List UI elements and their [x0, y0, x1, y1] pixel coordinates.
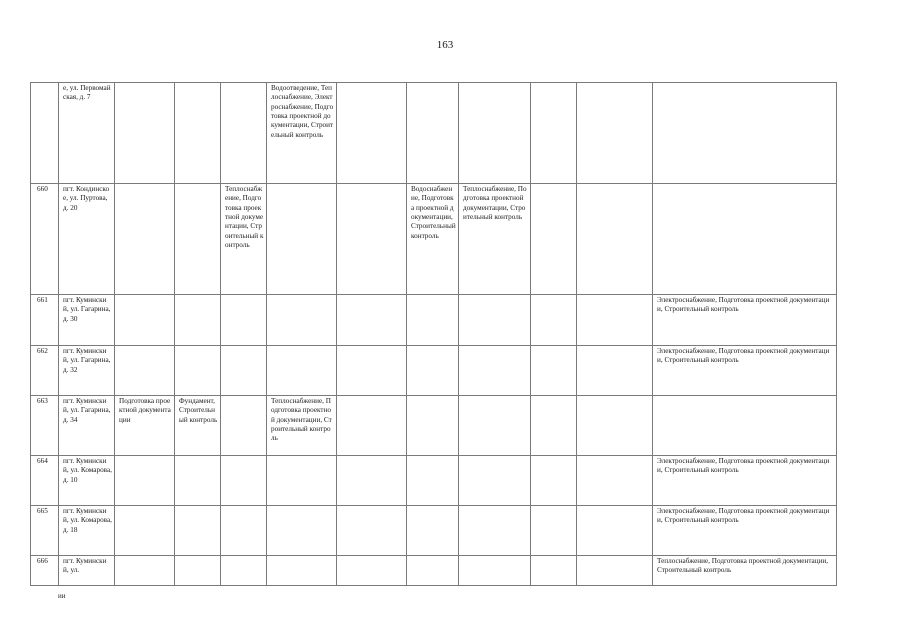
- work-cell: [115, 456, 175, 506]
- work-cell: [337, 295, 407, 346]
- work-cell: [175, 456, 221, 506]
- work-cell: [267, 556, 337, 586]
- work-cell: Водоснабжение, Подготовка проектной документации, Строительный контроль: [407, 184, 459, 295]
- address-cell: пгт. Куминский, ул.: [59, 556, 115, 586]
- table-row: [31, 456, 837, 506]
- work-cell: [175, 295, 221, 346]
- work-cell: [267, 506, 337, 556]
- work-cell: [577, 456, 653, 506]
- work-cell: [337, 506, 407, 556]
- table-row: [31, 184, 837, 295]
- work-cell: [531, 184, 577, 295]
- work-cell: [459, 83, 531, 184]
- work-cell: [337, 556, 407, 586]
- work-cell: [459, 506, 531, 556]
- work-cell: [577, 83, 653, 184]
- work-cell: [531, 456, 577, 506]
- work-cell: [115, 184, 175, 295]
- work-cell: [221, 83, 267, 184]
- work-cell: Теплоснабжение, Подготовка проектной документации, Строительный контроль: [267, 396, 337, 456]
- work-cell: [221, 346, 267, 396]
- work-cell: [531, 556, 577, 586]
- work-cell: [577, 556, 653, 586]
- work-cell: Водоотведение, Теплоснабжение, Электроснабжение, Подготовка проектной документации, Строительный контроль: [267, 83, 337, 184]
- work-cell: [407, 556, 459, 586]
- work-cell: [459, 456, 531, 506]
- work-cell: [337, 346, 407, 396]
- table-row: [31, 295, 837, 346]
- work-cell: [175, 184, 221, 295]
- work-cell: [221, 295, 267, 346]
- table-row: [31, 506, 837, 556]
- address-cell: пгт. Куминский, ул. Гагарина, д. 34: [59, 396, 115, 456]
- work-cell: [267, 346, 337, 396]
- work-cell: Электроснабжение, Подготовка проектной документации, Строительный контроль: [653, 346, 837, 396]
- table-row: [31, 346, 837, 396]
- work-cell: [459, 346, 531, 396]
- work-cell: [531, 396, 577, 456]
- work-cell: [267, 456, 337, 506]
- address-cell: е, ул. Первомайская, д. 7: [59, 83, 115, 184]
- address-cell: пгт. Куминский, ул. Гагарина, д. 30: [59, 295, 115, 346]
- work-cell: [221, 396, 267, 456]
- work-cell: [407, 83, 459, 184]
- work-cell: [459, 556, 531, 586]
- work-cell: [115, 506, 175, 556]
- row-number: 661: [31, 295, 59, 346]
- work-cell: [175, 556, 221, 586]
- work-cell: [653, 396, 837, 456]
- work-cell: [221, 556, 267, 586]
- work-cell: [577, 184, 653, 295]
- work-cell: [531, 83, 577, 184]
- work-cell: [175, 83, 221, 184]
- work-cell: Фундамент, Строительный контроль: [175, 396, 221, 456]
- work-cell: [531, 506, 577, 556]
- work-cell: [407, 346, 459, 396]
- work-cell: [653, 184, 837, 295]
- table-row: [31, 556, 837, 586]
- row-number: 662: [31, 346, 59, 396]
- work-cell: [577, 506, 653, 556]
- address-cell: пгт. Куминский, ул. Комарова, д. 10: [59, 456, 115, 506]
- work-cell: [577, 295, 653, 346]
- page-number: 163: [436, 39, 454, 51]
- row-number: 664: [31, 456, 59, 506]
- table-row: [31, 396, 837, 456]
- work-cell: [337, 396, 407, 456]
- work-cell: Теплоснабжение, Подготовка проектной документации, Строительный контроль: [221, 184, 267, 295]
- work-cell: [115, 556, 175, 586]
- work-cell: [267, 184, 337, 295]
- work-cell: [175, 346, 221, 396]
- address-cell: пгт. Кондинское, ул. Пуртова, д. 20: [59, 184, 115, 295]
- work-cell: [531, 295, 577, 346]
- table-row: [31, 83, 837, 184]
- row-number: 665: [31, 506, 59, 556]
- row-number: 666: [31, 556, 59, 586]
- work-cell: [459, 295, 531, 346]
- work-cell: [531, 346, 577, 396]
- work-cell: Теплоснабжение, Подготовка проектной документации, Строительный контроль: [653, 556, 837, 586]
- work-cell: [221, 456, 267, 506]
- work-cell: [459, 396, 531, 456]
- work-cell: [267, 295, 337, 346]
- works-table: [30, 82, 837, 586]
- address-cell: пгт. Куминский, ул. Гагарина, д. 32: [59, 346, 115, 396]
- row-number: 660: [31, 184, 59, 295]
- work-cell: Теплоснабжение, Подготовка проектной документации, Строительный контроль: [459, 184, 531, 295]
- work-cell: [337, 184, 407, 295]
- work-cell: [407, 456, 459, 506]
- work-cell: [115, 346, 175, 396]
- work-cell: [577, 396, 653, 456]
- work-cell: [115, 295, 175, 346]
- row-number: 663: [31, 396, 59, 456]
- work-cell: [407, 295, 459, 346]
- work-cell: [115, 83, 175, 184]
- work-cell: [175, 506, 221, 556]
- work-cell: Подготовка проектной документации: [115, 396, 175, 456]
- work-cell: [407, 506, 459, 556]
- address-cell: пгт. Куминский, ул. Комарова, д. 18: [59, 506, 115, 556]
- footer-text: ии: [58, 592, 66, 600]
- work-cell: [653, 83, 837, 184]
- work-cell: [577, 346, 653, 396]
- work-cell: [337, 456, 407, 506]
- work-cell: [221, 506, 267, 556]
- work-cell: Электроснабжение, Подготовка проектной документации, Строительный контроль: [653, 295, 837, 346]
- work-cell: Электроснабжение, Подготовка проектной документации, Строительный контроль: [653, 506, 837, 556]
- row-number: [31, 83, 59, 184]
- work-cell: [407, 396, 459, 456]
- work-cell: Электроснабжение, Подготовка проектной документации, Строительный контроль: [653, 456, 837, 506]
- work-cell: [337, 83, 407, 184]
